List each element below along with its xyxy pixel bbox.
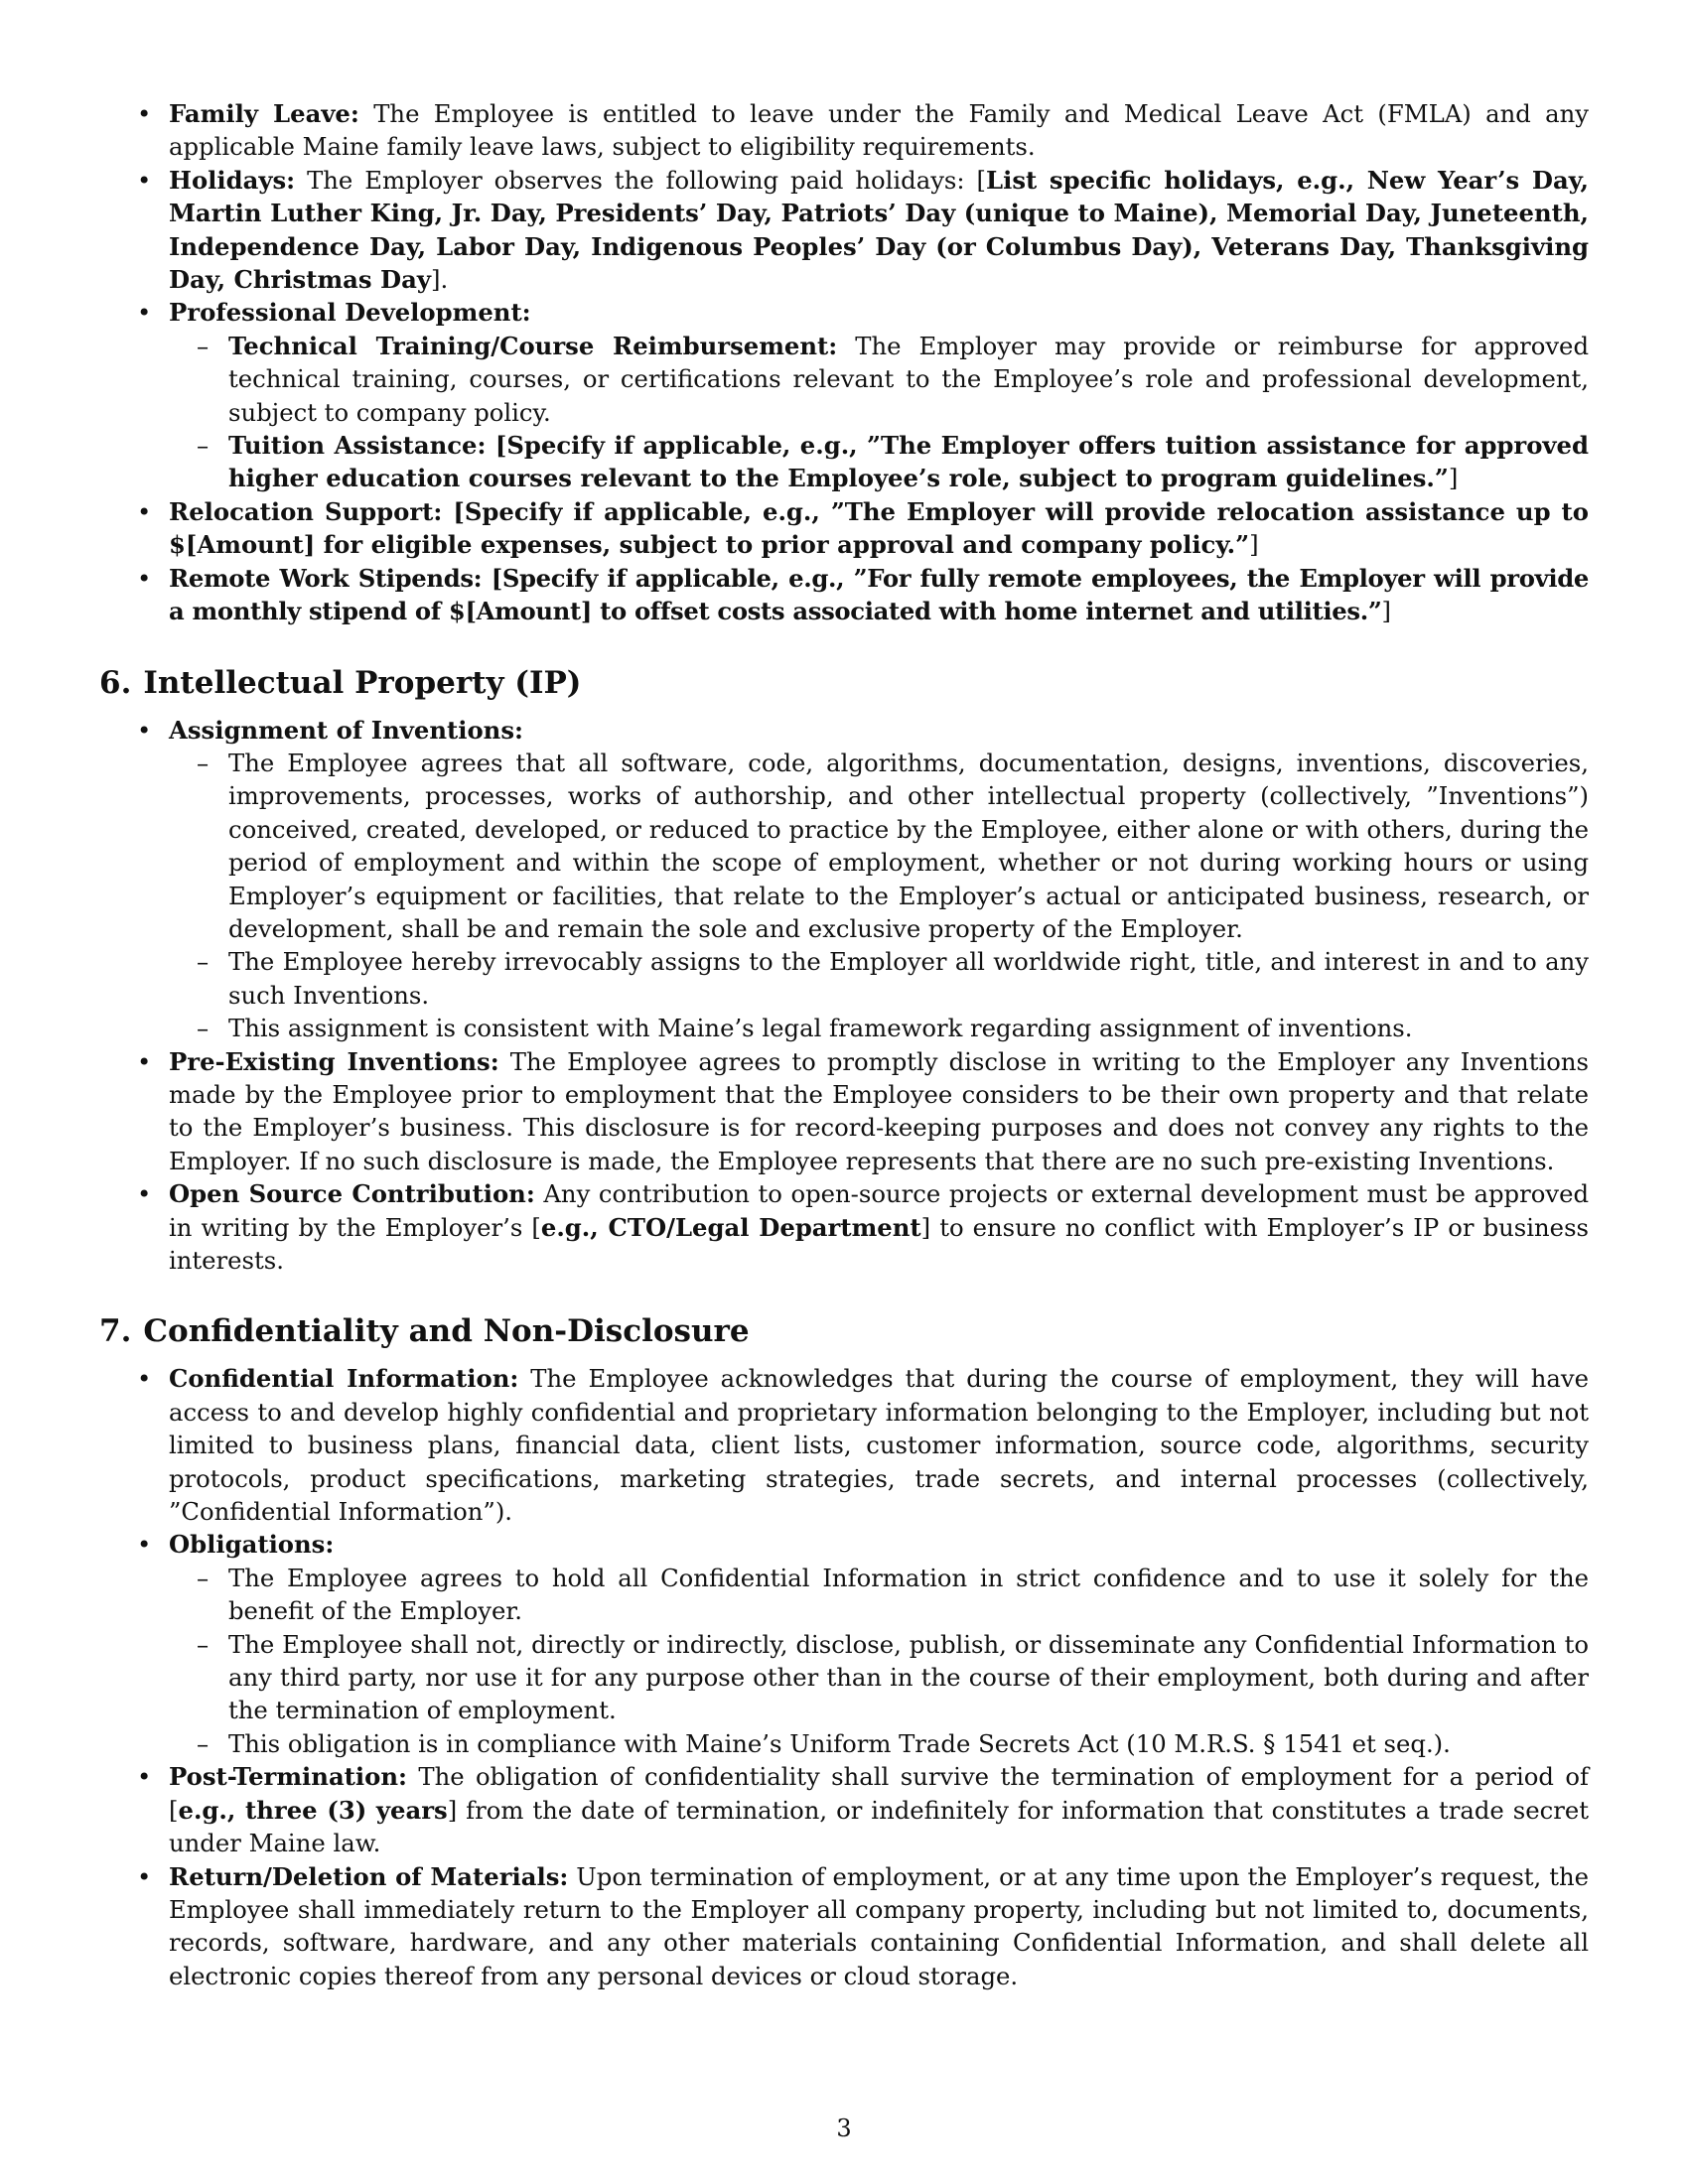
- item-label: Family Leave:: [169, 99, 359, 128]
- item-text: The Employer may provide or reimburse for approved technical training, courses, or certifications relevant to the Employee’s role and professional development, subject to company policy.: [228, 331, 1589, 427]
- item-label: Professional Development:: [169, 298, 531, 328]
- sublist-item: – This assignment is consistent with Maine’s legal framework regarding assignment of inventions.: [169, 1012, 1589, 1044]
- sublist-item: – The Employee hereby irrevocably assigns to the Employer all worldwide right, title, and interest in and to any such Inventions.: [169, 945, 1589, 1012]
- item-label: Technical Training/Course Reimbursement:: [228, 331, 838, 360]
- sublist-item: – The Employee shall not, directly or indirectly, disclose, publish, or disseminate any Confidential Information to any third party, nor use it for any purpose other than in the course of their employment, both during and after the termination of employment.: [169, 1628, 1589, 1727]
- list-item-pre-existing-inventions: [99, 1045, 1589, 1178]
- item-tail: ] to ensure no conflict with Employer’s IP or business interests.: [169, 1212, 1590, 1275]
- section-number: 6.: [99, 664, 132, 701]
- sublist-item: – The Employee agrees that all software, code, algorithms, documentation, designs, inventions, discoveries, improvements, processes, works of authorship, and other intellectual property (collectively, ”Inventions”) conceived, created, developed, or reduced to practice by the Employee, either alone or with others, during the period of employment and within the scope of employment, whether or not during working hours or using Employer’s equipment or facilities, that relate to the Employer’s actual or anticipated business, research, or development, shall be and remain the sole and exclusive property of the Employer.: [169, 747, 1589, 945]
- item-text: The obligation of confidentiality shall survive the termination of employment for a period of [: [169, 1762, 1589, 1825]
- sublist-item: – The Employee agrees to hold all Confidential Information in strict confidence and to use it solely for the benefit of the Employer.: [169, 1562, 1589, 1628]
- section-6-heading: [99, 664, 1589, 702]
- list-item-confidential-information: [99, 1362, 1589, 1528]
- list-item-return-deletion: [99, 1860, 1589, 1993]
- section-6-list: [99, 714, 1589, 1278]
- item-bold-text: e.g., CTO/Legal Department: [540, 1212, 921, 1242]
- section-title: Intellectual Property (IP): [143, 664, 582, 701]
- sublist-item-tuition-assistance: [169, 429, 1589, 495]
- list-item-holidays: [99, 164, 1589, 297]
- item-text: Upon termination of employment, or at any time upon the Employer’s request, the Employee shall immediately return to the Employer all company property, including but not limited to, documents, records, software, hardware, and any other materials containing Confidential Information, and shall delete all electronic copies thereof from any personal devices or cloud storage.: [169, 1861, 1589, 1990]
- item-label: Obligations:: [169, 1530, 335, 1560]
- list-item-family-leave: [99, 97, 1589, 164]
- item-tail: ]: [1249, 530, 1259, 560]
- item-text: The Employer observes the following paid holidays: [: [295, 165, 987, 195]
- item-tail: ] from the date of termination, or indefinitely for information that constitutes a trade secret under Maine law.: [169, 1795, 1589, 1858]
- item-tail: ].: [430, 265, 449, 295]
- list-item-professional-development: [99, 296, 1589, 494]
- item-bold-text: e.g., three (3) years: [178, 1795, 448, 1825]
- obligations-sublist: [169, 1562, 1589, 1760]
- list-item-relocation: [99, 495, 1589, 562]
- item-text: The Employee is entitled to leave under the Family and Medical Leave Act (FMLA) and any applicable Maine family leave laws, subject to eligibility requirements.: [169, 99, 1589, 162]
- section-number: 7.: [99, 1313, 132, 1350]
- item-label: Confidential Information:: [169, 1364, 519, 1394]
- list-item-post-termination: [99, 1760, 1589, 1859]
- item-label: Remote Work Stipends: [Specify if applicable, e.g., ”For fully remote employees, the Employer will provide a monthly stipend of $[Amount] to offset costs associated with home internet and utilities.”: [169, 563, 1589, 626]
- list-item-obligations: [99, 1528, 1589, 1760]
- item-text: Any contribution to open-source projects or external development must be approved in writing by the Employer’s [: [169, 1179, 1590, 1242]
- item-text: The Employee acknowledges that during the course of employment, they will have access to and develop highly confidential and proprietary information belonging to the Employer, including but not limited to business plans, financial data, client lists, customer information, source code, algorithms, security protocols, product specifications, marketing strategies, trade secrets, and internal processes (collectively, ”Confidential Information”).: [169, 1364, 1589, 1527]
- sublist-item: – This obligation is in compliance with Maine’s Uniform Trade Secrets Act (10 M.R.S. § 1541 et seq.).: [169, 1727, 1589, 1760]
- item-label: Holidays:: [169, 165, 296, 195]
- item-label: Post-Termination:: [169, 1762, 407, 1792]
- assignment-sublist: [169, 747, 1589, 1045]
- item-tail: ]: [1381, 597, 1391, 626]
- professional-development-sublist: [169, 330, 1589, 495]
- item-tail: ]: [1448, 464, 1459, 493]
- sublist-item-technical-training: [169, 330, 1589, 429]
- item-label: Pre-Existing Inventions:: [169, 1046, 499, 1076]
- list-item-open-source: [99, 1177, 1589, 1277]
- section-7-heading: [99, 1312, 1589, 1350]
- item-label: Tuition Assistance: [Specify if applicable, e.g., ”The Employer offers tuition assistance for approved higher education courses relevant to the Employee’s role, subject to program guidelines.”: [228, 431, 1589, 493]
- item-label: Relocation Support: [Specify if applicable, e.g., ”The Employer will provide relocation assistance up to $[Amount] for eligible expenses, subject to prior approval and company policy.”: [169, 496, 1589, 560]
- benefits-list: [99, 97, 1589, 628]
- item-label: Return/Deletion of Materials:: [169, 1861, 569, 1891]
- item-label: Open Source Contribution:: [169, 1179, 535, 1209]
- list-item-remote-work: [99, 562, 1589, 628]
- document-page: [99, 97, 1589, 1992]
- item-bold-text: List specific holidays, e.g., New Year’s Day, Martin Luther King, Jr. Day, Presidents’ Day, Patriots’ Day (unique to Maine), Memorial Day, Juneteenth, Independence Day, Labor Day, Indigenous Peoples’ Day (or Columbus Day), Veterans Day, Thanksgiving Day, Christmas Day: [169, 165, 1589, 295]
- list-item-assignment-of-inventions: [99, 714, 1589, 1045]
- item-text: The Employee agrees to promptly disclose in writing to the Employer any Inventions made by the Employee prior to employment that the Employee considers to be their own property and that relate to the Employer’s business. This disclosure is for record-keeping purposes and does not convey any rights to the Employer. If no such disclosure is made, the Employee represents that there are no such pre-existing Inventions.: [169, 1046, 1589, 1175]
- section-7-list: [99, 1362, 1589, 1992]
- page-number: 3: [836, 2115, 852, 2142]
- section-title: Confidentiality and Non-Disclosure: [143, 1313, 750, 1350]
- item-label: Assignment of Inventions:: [169, 715, 523, 745]
